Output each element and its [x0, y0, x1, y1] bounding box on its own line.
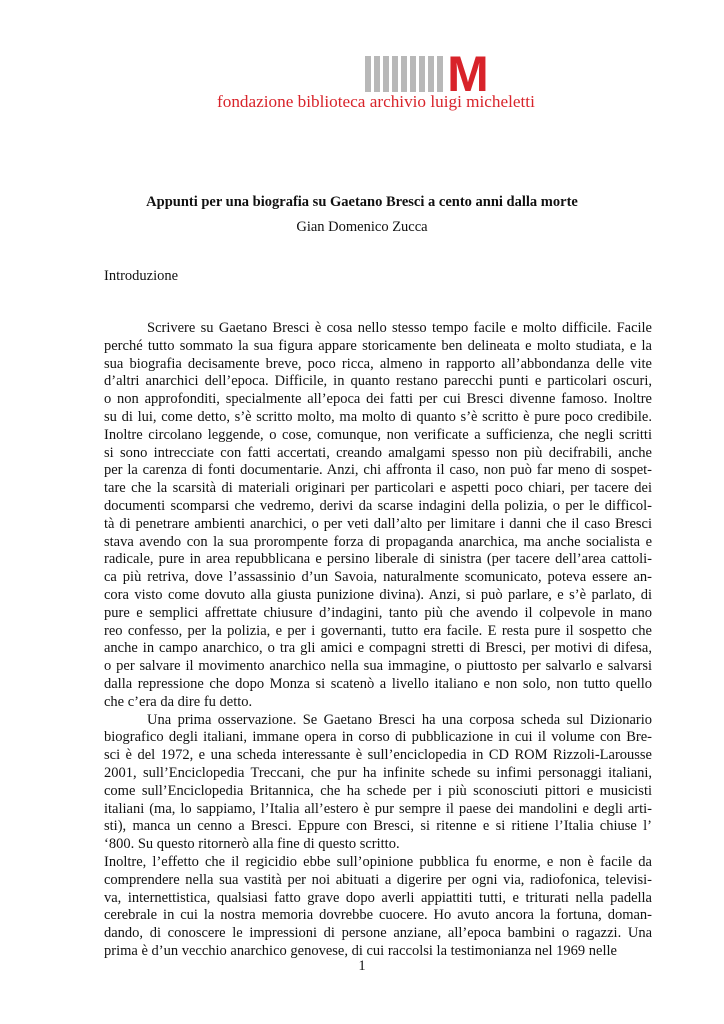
text-line: sti), manca un cenno a Bresci. Eppure con Bresci, si ritenne e si ritiene l’Italia chiuse l’	[104, 818, 652, 835]
document-title: Appunti per una biografia su Gaetano Bresci a cento anni dalla morte	[146, 194, 578, 210]
logo-bar	[383, 56, 389, 92]
page-number: 1	[358, 958, 366, 974]
logo-bar	[365, 56, 371, 92]
text-line: che c’era da dire fu detto.	[104, 693, 253, 710]
logo-bar	[401, 56, 407, 92]
text-line: sci è del 1972, e una scheda interessante è sull’enciclopedia in CD ROM Rizzoli-Larousse	[104, 747, 652, 764]
text-line: su di lui, come detto, s’è scritto molto, ma molto di quanto s’è scritto è pure poco credibile.	[104, 408, 652, 425]
section-heading: Introduzione	[104, 268, 179, 284]
text-line: reo confesso, per la polizia, e per i governanti, tutto era facile. E resta pure il sospetto che	[104, 622, 652, 639]
logo-bar	[374, 56, 380, 92]
text-line: Inoltre circolano leggende, o cose, comunque, non verificate a sufficienza, che negli scritti	[104, 426, 652, 443]
text-line: italiani (ma, lo sappiamo, l’Italia all’estero è pur sempre il paese dei mandolini e degli arti-	[104, 800, 652, 817]
logo-bar	[392, 56, 398, 92]
text-line: ‘800. Su questo ritornerò alla fine di questo scritto.	[104, 836, 400, 853]
text-line: biografico degli italiani, immane opera in corso di pubblicazione in cui il volume con Bre-	[104, 729, 652, 746]
text-line: 2001, sull’Enciclopedia Treccani, che pur ha infinite schede su infimi personaggi italiani,	[104, 764, 652, 781]
text-line: prima è d’un vecchio anarchico genovese, di cui raccolsi la testimonianza nel 1969 nelle	[104, 942, 617, 959]
text-line: come sull’Enciclopedia Britannica, che ha schede per i più sconosciuti pittori e musicisti	[104, 782, 652, 799]
text-line: si sono intrecciate con fatti accertati, creando amalgami spesso non più decifrabili, anche	[104, 444, 652, 461]
text-line: per la carenza di fonti documentarie. Anzi, chi affronta il caso, non può far meno di sospet-	[104, 462, 652, 479]
text-line: Una prima osservazione. Se Gaetano Bresci ha una corposa scheda sul Dizionario	[147, 711, 652, 728]
text-line: dalla repressione che dopo Monza si scatenò a livello italiano e non solo, non tutto quello	[104, 675, 652, 692]
text-line: va, internettistica, qualsiasi fatto grave dopo averli appiattiti tutti, e triturati nella padella	[104, 889, 652, 906]
foundation-logo	[217, 46, 535, 116]
text-line: tare che la scarsità di materiali originari per particolari e aspetti poco chiari, per tacere dei	[104, 480, 652, 497]
body-text	[104, 320, 652, 961]
logo-bar	[419, 56, 425, 92]
logo-letter: M	[447, 50, 489, 94]
text-line: ca più retriva, dove l’assassinio d’un Savoia, naturalmente scomunicato, poteva essere an-	[104, 569, 652, 586]
text-line: o per salvare il movimento anarchico nella sua immagine, o piuttosto per salvarlo e salvarsi	[104, 658, 652, 675]
text-line: anche in campo anarchico, o tra gli amici e compagni stretti di Bresci, per motivi di difesa,	[104, 640, 652, 657]
text-line: Inoltre, l’effetto che il regicidio ebbe sull’opinione pubblica fu enorme, e non è facile da	[104, 853, 652, 870]
logo-mark-icon	[365, 50, 515, 94]
logo-bar	[410, 56, 416, 92]
logo-bars	[365, 56, 443, 92]
text-line: radicale, pure in area repubblicana e persino liberale di sinistra (per tacere dell’area cattoli-	[104, 551, 652, 568]
text-line: perché tutto sommato la sua figura appare storicamente ben delineata e molto studiata, e la	[104, 337, 652, 354]
text-line: o non approfonditi, specialmente all’epoca dei fatti per cui Bresci divenne famoso. Inoltre	[104, 391, 652, 408]
author-name: Gian Domenico Zucca	[296, 219, 428, 235]
text-line: cora visto come dovuto alla giusta punizione divina). Anzi, si può parlare, e s’è parlato, di	[104, 586, 652, 603]
logo-bar	[428, 56, 434, 92]
text-line: sua biografia decisamente breve, poco ricca, almeno in rapporto all’abbondanza delle vite	[104, 355, 652, 372]
text-line: cerebrale in cui la nostra memoria dovrebbe cuocere. Ho avuto ancora la fortuna, doman-	[104, 907, 652, 924]
text-line: comprendere nella sua vastità per noi abituati a digerire per ogni via, radiofonica, televisi-	[104, 871, 652, 888]
logo-bar	[437, 56, 443, 92]
text-line: stava avendo con la sua prorompente forza di propaganda anarchica, ma anche socialista e	[104, 533, 652, 550]
text-line: dando, di conoscere le impressioni di persone anziane, all’epoca bambini o ragazzi. Una	[104, 925, 652, 942]
text-line: documenti scomparsi che vedremo, derivi da scarse indagini della polizia, o per le difficol-	[104, 497, 652, 514]
text-line: pure e semplici affrettate chiusure d’indagini, tanto più che avendo il colpevole in mano	[104, 604, 652, 621]
logo-name: fondazione biblioteca archivio luigi micheletti	[217, 92, 535, 111]
text-line: tà di penetrare ambienti anarchici, o per veti dall’alto per limitare i danni che il caso Bresci	[104, 515, 652, 532]
text-line: Scrivere su Gaetano Bresci è cosa nello stesso tempo facile e molto difficile. Facile	[147, 320, 652, 336]
text-line: d’altri anarchici dell’epoca. Difficile, in quanto restano parecchi punti e particolari oscuri,	[104, 373, 652, 390]
